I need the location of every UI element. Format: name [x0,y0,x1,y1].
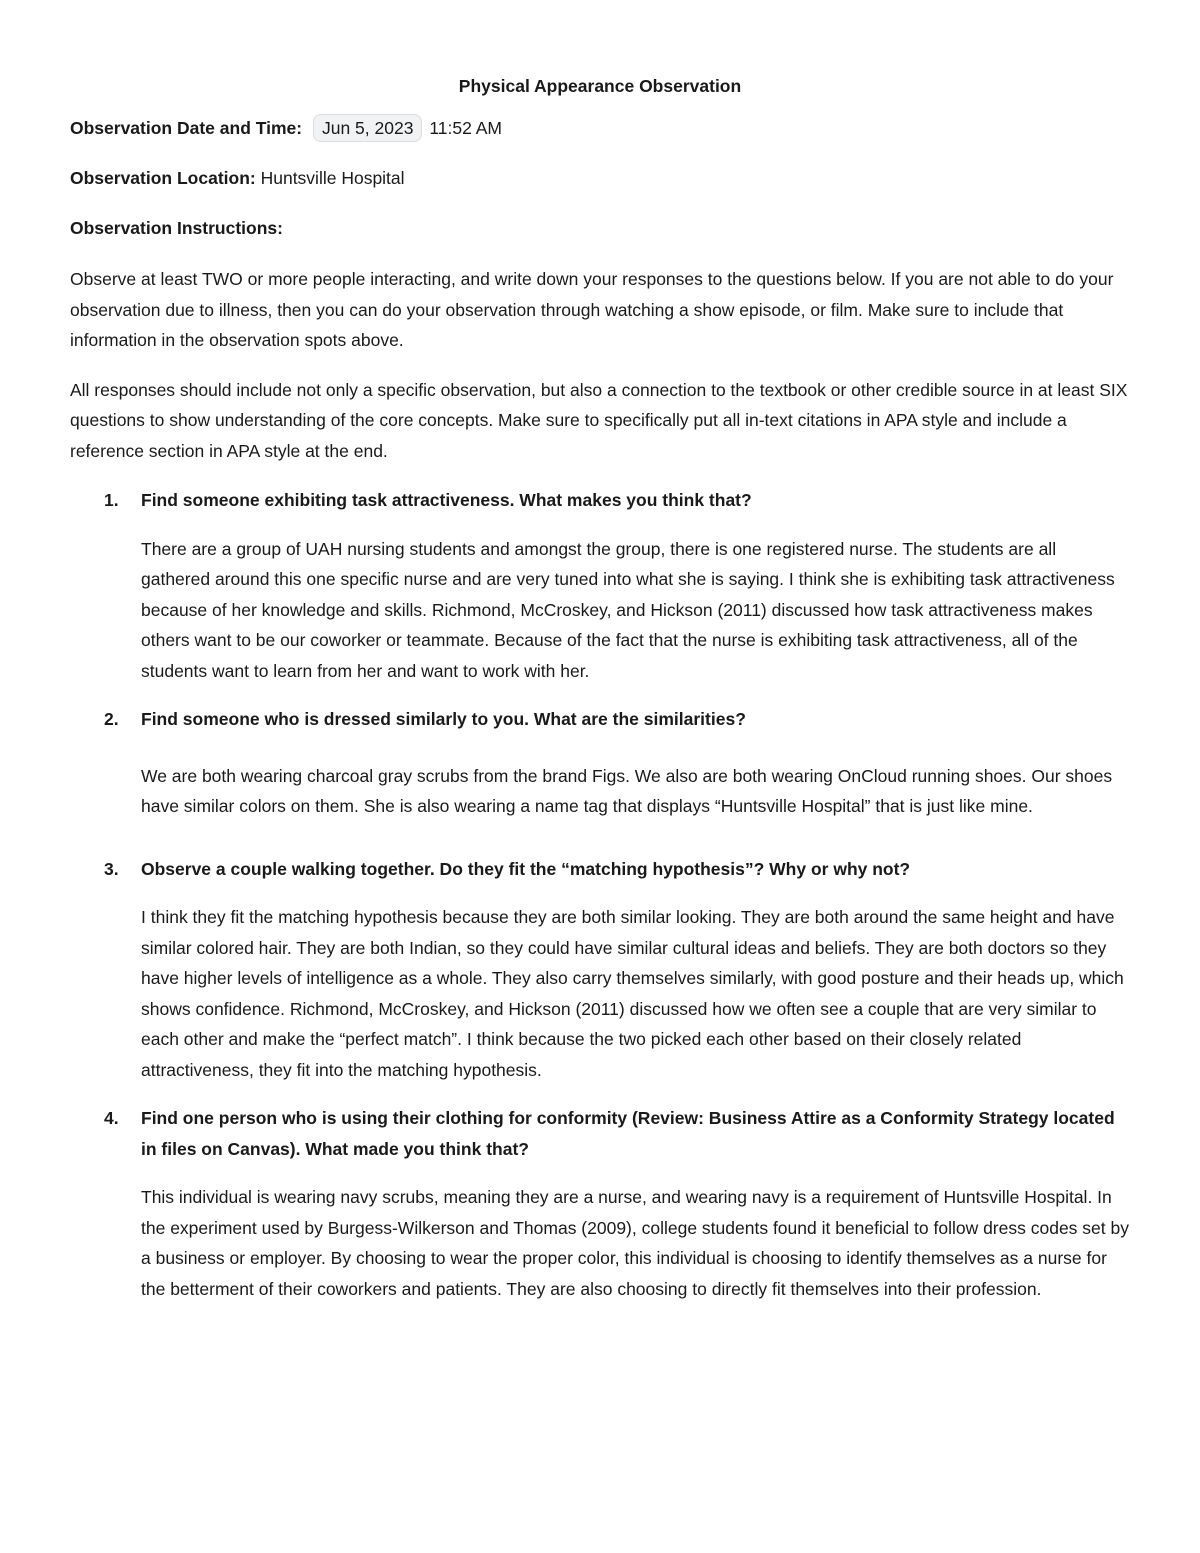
answer-3: I think they fit the matching hypothesis because they are both similar looking. They are both around the same height and have similar colored hair. They are both Indian, so they could have similar cultural ideas and beliefs. They are both doctors so they have higher levels of intelligence as a whole. They also carry themselves similarly, with good posture and their heads up, which shows confidence. Richmond, McCroskey, and Hickson (2011) discussed how we often see a couple that are very similar to each other and make the “perfect match”. I think because the two picked each other based on their closely related attractiveness, they fit into the matching hypothesis. [141,907,1124,1080]
date-label: Observation Date and Time: [70,118,303,138]
question-number: 1. [104,490,119,510]
location-value: Huntsville Hospital [260,168,405,188]
question-text: Observe a couple walking together. Do they fit the “matching hypothesis”? Why or why not? [141,858,911,879]
instructions-paragraph-1: Observe at least TWO or more people interacting, and write down your responses to the questions below. If you are not able to do your observation due to illness, then you can do your observation through watching a show episode, or film. Make sure to include that information in the observation spots above. [70,269,1114,350]
instructions-label: Observation Instructions: [70,218,283,238]
observation-date-field [70,114,1130,142]
question-3 [70,854,1130,885]
question-number: 2. [104,709,119,729]
question-2 [70,704,1130,735]
question-number: 4. [104,1108,119,1128]
answer-1: There are a group of UAH nursing students and amongst the group, there is one registered nurse. The students are all gathered around this one specific nurse and are very tuned into what she is saying. I think she is exhibiting task attractiveness because of her knowledge and skills. Richmond, McCroskey, and Hickson (2011) discussed how task attractiveness makes others want to be our coworker or teammate. Because of the fact that the nurse is exhibiting task attractiveness, all of the students want to learn from her and want to work with her. [141,538,1115,681]
question-number: 3. [104,858,119,879]
document-title: Physical Appearance Observation [458,76,742,96]
question-4 [70,1103,1130,1164]
time-value: 11:52 AM [429,118,502,138]
date-chip[interactable]: Jun 5, 2023 [313,114,422,142]
instructions-heading [70,214,1130,242]
question-1 [70,485,1130,516]
instructions-paragraph-2: All responses should include not only a specific observation, but also a connection to the textbook or other credible source in at least SIX questions to show understanding of the core concepts. Make sure to specifically put all in-text citations in APA style and include a reference section in APA style at the end. [70,379,1128,461]
location-label: Observation Location: [70,168,256,188]
question-text: Find someone exhibiting task attractiveness. What makes you think that? [141,490,752,510]
answer-4: This individual is wearing navy scrubs, meaning they are a nurse, and wearing navy is a requirement of Huntsville Hospital. In the experiment used by Burgess-Wilkerson and Thomas (2009), college students found it beneficial to follow dress codes set by a business or employer. By choosing to wear the proper color, this individual is choosing to identify themselves as a nurse for the betterment of their coworkers and patients. They are also choosing to directly fit themselves into their profession. [141,1187,1129,1299]
question-text: Find one person who is using their clothing for conformity (Review: Business Attire as a Conformity Strategy located in files on Canvas). What made you think that? [141,1108,1115,1159]
observation-location-field [70,164,1130,192]
question-text: Find someone who is dressed similarly to you. What are the similarities? [141,709,746,729]
answer-2: We are both wearing charcoal gray scrubs from the brand Figs. We also are both wearing OnCloud running shoes. Our shoes have similar colors on them. She is also wearing a name tag that displays “Huntsville Hospital” that is just like mine. [141,765,1113,816]
